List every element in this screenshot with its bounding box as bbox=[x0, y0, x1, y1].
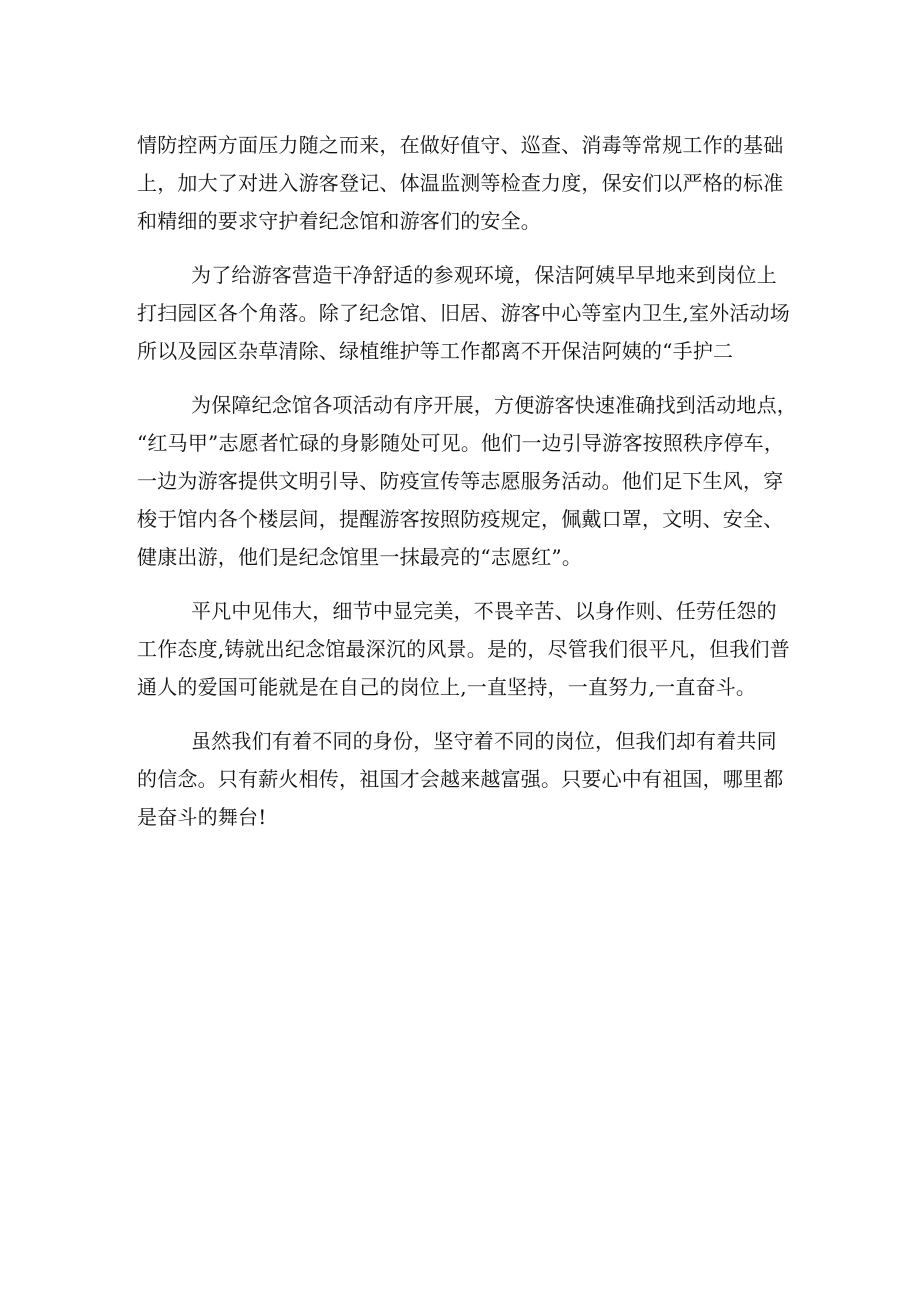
text-line: 的信念。只有薪火相传，祖国才会越来越富强。只要心中有祖国，哪里都 bbox=[137, 767, 784, 791]
text-line: 通人的爱国可能就是在自己的岗位上,一直坚持，一直努力,一直奋斗。 bbox=[137, 675, 757, 699]
text-line: 平凡中见伟大，细节中显完美，不畏辛苦、以身作则、任劳任怨的 bbox=[191, 599, 777, 623]
text-line: 为了给游客营造干净舒适的参观环境，保洁阿姨早早地来到岗位上 bbox=[191, 263, 777, 287]
text-line: “红马甲”志愿者忙碌的身影随处可见。他们一边引导游客按照秩序停车， bbox=[137, 431, 785, 455]
paragraph-epidemic-prevention bbox=[137, 126, 787, 240]
text-line: 为保障纪念馆各项活动有序开展，方便游客快速准确找到活动地点， bbox=[191, 393, 797, 417]
text-line: 工作态度,铸就出纪念馆最深沉的风景。是的，尽管我们很平凡，但我们普 bbox=[137, 637, 790, 661]
text-line: 情防控两方面压力随之而来，在做好值守、巡查、消毒等常规工作的基础 bbox=[137, 133, 784, 157]
text-line: 梭于馆内各个楼层间，提醒游客按照防疫规定，佩戴口罩，文明、安全、 bbox=[137, 507, 784, 531]
text-line: 虽然我们有着不同的身份，坚守着不同的岗位，但我们却有着共同 bbox=[191, 729, 777, 753]
paragraph-volunteers bbox=[137, 386, 797, 576]
text-line: 打扫园区各个角落。除了纪念馆、旧居、游客中心等室内卫生,室外活动场 bbox=[137, 301, 790, 325]
document-body bbox=[137, 126, 797, 852]
text-line: 是奋斗的舞台! bbox=[137, 805, 267, 829]
text-line: 和精细的要求守护着纪念馆和游客们的安全。 bbox=[137, 209, 541, 233]
text-line: 所以及园区杂草清除、绿植维护等工作都离不开保洁阿姨的“手护二 bbox=[137, 339, 734, 363]
paragraph-cleaning-staff bbox=[137, 256, 790, 370]
text-line: 一边为游客提供文明引导、防疫宣传等志愿服务活动。他们足下生风，穿 bbox=[137, 469, 784, 493]
text-line: 上，加大了对进入游客登记、体温监测等检查力度，保安们以严格的标准 bbox=[137, 171, 784, 195]
text-line: 健康出游，他们是纪念馆里一抹最亮的“志愿红”。 bbox=[137, 545, 583, 569]
paragraph-conclusion bbox=[137, 722, 787, 836]
paragraph-ordinary-greatness bbox=[137, 592, 790, 706]
